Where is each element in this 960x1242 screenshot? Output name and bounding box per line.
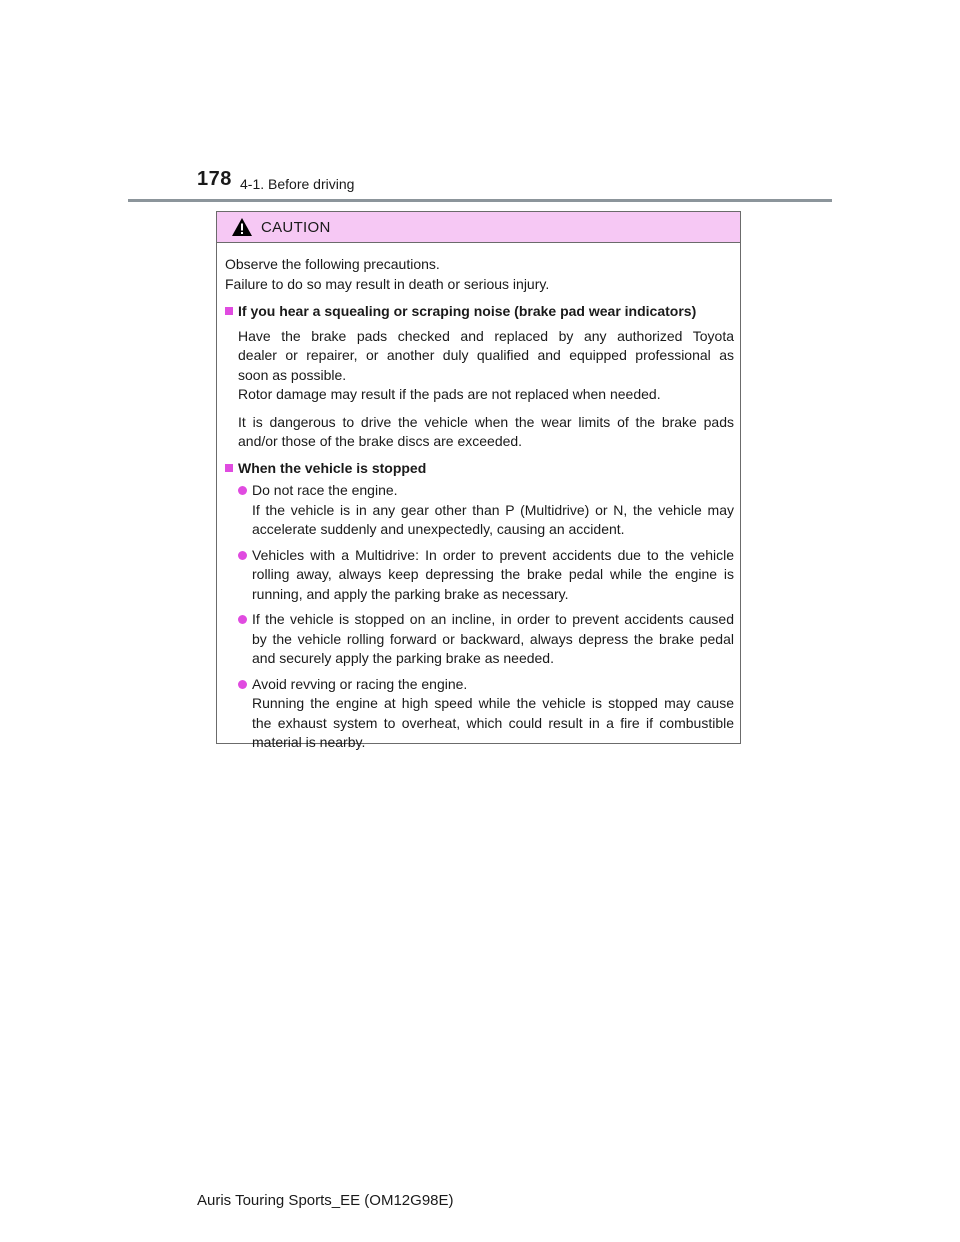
warning-triangle-icon (231, 217, 253, 237)
intro-line: Failure to do so may result in death or serious injury. (225, 275, 550, 292)
square-bullet-icon (225, 464, 233, 472)
heading-text: If you hear a squealing or scraping noise (brake pad wear indicators) (238, 303, 697, 319)
list-item (238, 481, 734, 540)
caution-body (217, 243, 740, 753)
bullet-text (252, 610, 734, 669)
text-line: material is nearby. (252, 734, 366, 750)
bullet-text (252, 546, 734, 605)
text-line: dealer or repairer, or another duly qualified and equipped professional as (238, 347, 734, 363)
list-item (238, 675, 734, 753)
text-line: Rotor damage may result if the pads are not replaced when needed. (238, 386, 661, 402)
text-line: and securely apply the parking brake as needed. (252, 650, 554, 666)
header-rule (128, 199, 832, 202)
list-item (238, 610, 734, 669)
text-line: running, and apply the parking brake as necessary. (252, 585, 569, 602)
text-line: Running the engine at high speed while the vehicle is stopped may cause (252, 695, 734, 711)
text-line: Avoid revving or racing the engine. (252, 675, 468, 692)
round-bullet-icon (238, 615, 247, 624)
intro-line: Observe the following precautions. (225, 256, 440, 272)
text-line: accelerate suddenly and unexpectedly, causing an accident. (252, 521, 625, 537)
footer-manual-id: Auris Touring Sports_EE (OM12G98E) (197, 1192, 454, 1209)
square-bullet-icon (225, 307, 233, 315)
heading-text: When the vehicle is stopped (238, 459, 427, 476)
bullet-text (252, 675, 734, 753)
caution-header (217, 212, 740, 243)
bullet-text (252, 481, 734, 540)
text-line: If the vehicle is in any gear other than P (Multidrive) or N, the vehicle may (252, 501, 734, 518)
section-title: 4-1. Before driving (240, 176, 355, 192)
list-item (238, 546, 734, 605)
text-line: and/or those of the brake discs are exceeded. (238, 433, 523, 449)
caution-box (216, 211, 741, 750)
text-line: If the vehicle is stopped on an incline, in order to prevent accidents caused (252, 611, 734, 627)
text-line: Do not race the engine. (252, 482, 398, 498)
round-bullet-icon (238, 486, 247, 495)
section-heading-brake-pad-wear (225, 302, 734, 322)
text-line: by the vehicle rolling forward or backward, always depress the brake pedal (252, 630, 734, 647)
text-line: the exhaust system to overheat, which could result in a fire if combustible (252, 714, 734, 731)
caution-title: CAUTION (261, 218, 331, 236)
page-number: 178 (197, 168, 232, 190)
paragraph (238, 327, 734, 405)
text-line: rolling away, always keep depressing the brake pedal while the engine is (252, 566, 734, 582)
section-heading-vehicle-stopped (225, 459, 734, 479)
text-line: It is dangerous to drive the vehicle when the wear limits of the brake pads (238, 413, 734, 430)
text-line: Vehicles with a Multidrive: In order to prevent accidents due to the vehicle (252, 546, 734, 563)
round-bullet-icon (238, 551, 247, 560)
text-line: soon as possible. (238, 366, 347, 383)
round-bullet-icon (238, 680, 247, 689)
paragraph (238, 413, 734, 452)
text-line: Have the brake pads checked and replaced by any authorized Toyota (238, 327, 734, 344)
